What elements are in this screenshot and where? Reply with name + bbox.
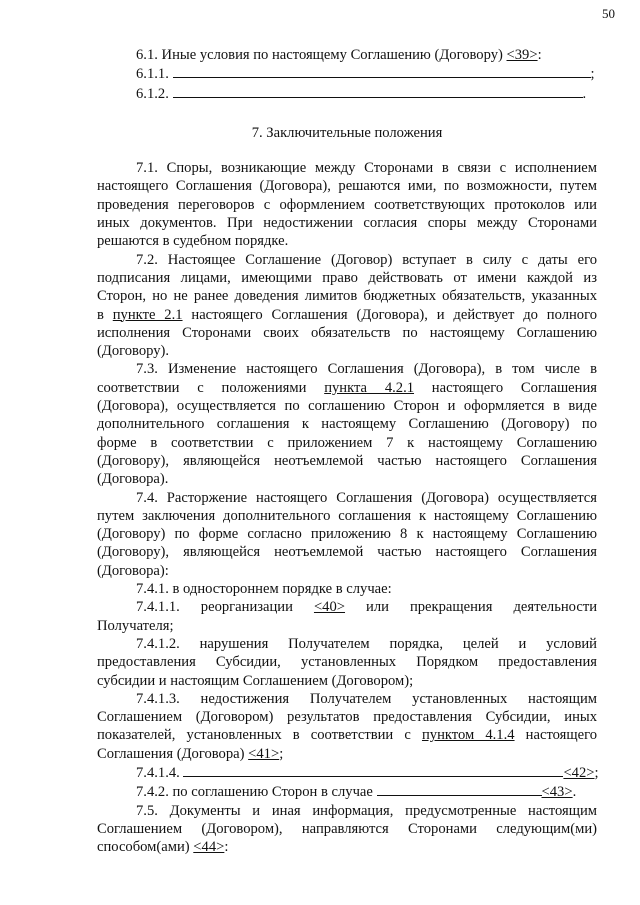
clause-7-4: 7.4. Расторжение настоящего Соглашения (Договора) осуществляется путем заключения дополнительного соглашения к настоящему Соглашению (Договору) по форме согласно приложению 8 к настоящему Соглашению (Договору), являющейся неотъемлемой частью настоящего Соглашения (Договора): <box>97 489 597 579</box>
clause-7-2: 7.2. Настоящее Соглашение (Договор) вступает в силу с даты его подписания лицами, имеющими право действовать от имени каждой из Сторон, но не ранее доведения лимитов бюджетных обязательств, указанных в пункте 2.1 настоящего Соглашения (Договора), и действует до полного исполнения Сторонами своих обязательств по настоящему Соглашению (Договору). <box>97 251 598 360</box>
footnote-ref-44[interactable]: <44> <box>193 839 225 856</box>
link-point-4-1-4[interactable]: пунктом 4.1.4 <box>421 727 515 744</box>
clause-7-4-1: 7.4.1. в одностороннем порядке в случае: <box>136 581 392 598</box>
link-point-2-1[interactable]: пункте 2.1 <box>112 306 183 323</box>
document-body <box>97 46 597 856</box>
clause-7-4-2: 7.4.2. по соглашению Сторон в случае <43>. <box>136 784 577 801</box>
footnote-ref-40[interactable]: <40> <box>313 599 346 616</box>
footnote-ref-42[interactable]: <42> <box>563 764 595 781</box>
link-point-4-2-1[interactable]: пункта 4.2.1 <box>324 379 415 396</box>
fill-in-blank <box>173 84 583 98</box>
clause-7-1: 7.1. Споры, возникающие между Сторонами в связи с исполнением настоящего Соглашения (Договора), решаются ими, по возможности, путем проведения переговоров с оформлением соответствующих протоколов или иных документов. При недостижении согласия споры между Сторонами решаются в судебном порядке. <box>97 160 597 250</box>
clause-7-4-1-2: 7.4.1.2. нарушения Получателем порядка, целей и условий предоставления Субсидии, установленных Порядком предоставления субсидии и настоящим Соглашением (Договором); <box>97 635 597 689</box>
fill-in-blank <box>173 64 591 78</box>
clause-7-3: 7.3. Изменение настоящего Соглашения (Договора), в том числе в соответствии с положениями пункта 4.2.1 настоящего Соглашения (Договора), осуществляется по соглашению Сторон и оформляется в виде дополнительного соглашения к настоящему Соглашению (Договору) по форме в соответствии с приложением 7 к настоящему Соглашению (Договору), являющейся неотъемлемой частью настоящего Соглашения (Договора). <box>97 361 597 488</box>
clause-6-1: 6.1. Иные условия по настоящему Соглашению (Договору) <39>: <box>136 47 542 63</box>
fill-in-blank <box>377 782 542 796</box>
clause-6-1-2: 6.1.2. . <box>136 85 587 102</box>
clause-6-1-1: 6.1.1. ; <box>136 66 595 83</box>
page-number: 50 <box>602 6 615 21</box>
clause-7-4-1-4: 7.4.1.4. <42>; <box>136 764 599 781</box>
footnote-ref-43[interactable]: <43> <box>541 784 573 801</box>
clause-7-5: 7.5. Документы и иная информация, предусмотренные настоящим Соглашением (Договором), направляются Сторонами следующим(ми) способом(ами) <44>: <box>97 802 597 856</box>
clause-7-4-1-1: 7.4.1.1. реорганизации <40> или прекращения деятельности Получателя; <box>97 599 598 634</box>
section-title: 7. Заключительные положения <box>251 124 443 141</box>
fill-in-blank <box>183 763 563 777</box>
clause-7-4-1-3: 7.4.1.3. недостижения Получателем установленных настоящим Соглашением (Договором) результатов предоставления Субсидии, иных показателей, установленных в соответствии с пунктом 4.1.4 настоящего Соглашения (Договора) <41>; <box>97 690 597 762</box>
footnote-ref-41[interactable]: <41> <box>248 745 280 762</box>
footnote-ref-39[interactable]: <39> <box>506 47 538 63</box>
